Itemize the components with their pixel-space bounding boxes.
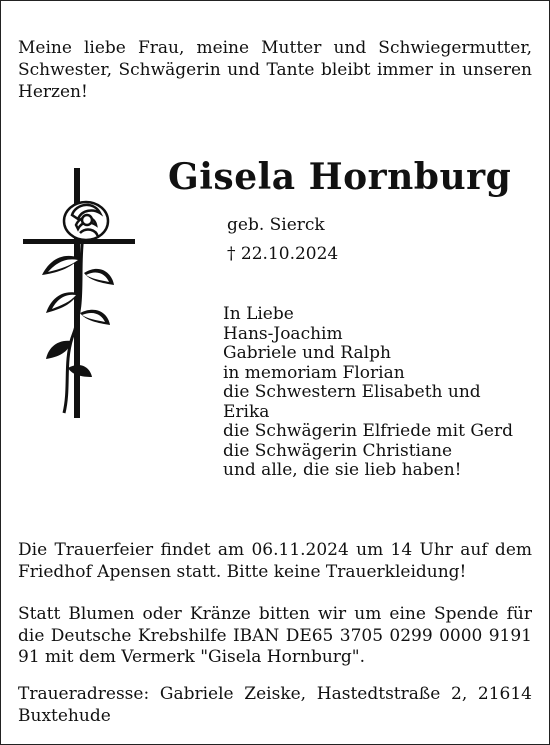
mourner-line: In Liebe (223, 304, 294, 324)
birth-name: geb. Sierck (227, 215, 325, 235)
death-date: † 22.10.2024 (227, 244, 339, 264)
mourner-line: und alle, die sie lieb haben! (223, 460, 462, 480)
mourner-line: Hans-Joachim (223, 323, 343, 344)
deceased-name: Gisela Hornburg (168, 156, 512, 198)
mourner-line: Gabriele und Ralph (223, 343, 391, 363)
mourner-line: in memoriam Florian (223, 362, 405, 383)
mourner-line: die Schwägerin Elfriede mit Gerd (223, 421, 513, 441)
mourning-address: Traueradresse: Gabriele Zeiske, Hastedtstraße 2, 21614 Buxtehude (18, 684, 532, 726)
donation-info: Statt Blumen oder Kränze bitten wir um eine Spende für die Deutsche Krebshilfe IBAN DE65 3705 0299 0000 9191 91 mit dem Vermerk "Gisela Hornburg". (18, 604, 532, 667)
intro-text: Meine liebe Frau, meine Mutter und Schwiegermutter, Schwester, Schwägerin und Tante bleibt immer in unseren Herzen! (18, 38, 532, 102)
mourners-list (223, 305, 513, 481)
cross-with-rose-icon (20, 163, 140, 423)
service-info: Die Trauerfeier findet am 06.11.2024 um 14 Uhr auf dem Friedhof Apensen statt. Bitte keine Trauerkleidung! (18, 540, 532, 582)
mourner-line: die Schwägerin Christiane (223, 440, 453, 461)
mourner-line: Erika (223, 401, 270, 422)
mourner-line: die Schwestern Elisabeth und (223, 382, 481, 402)
